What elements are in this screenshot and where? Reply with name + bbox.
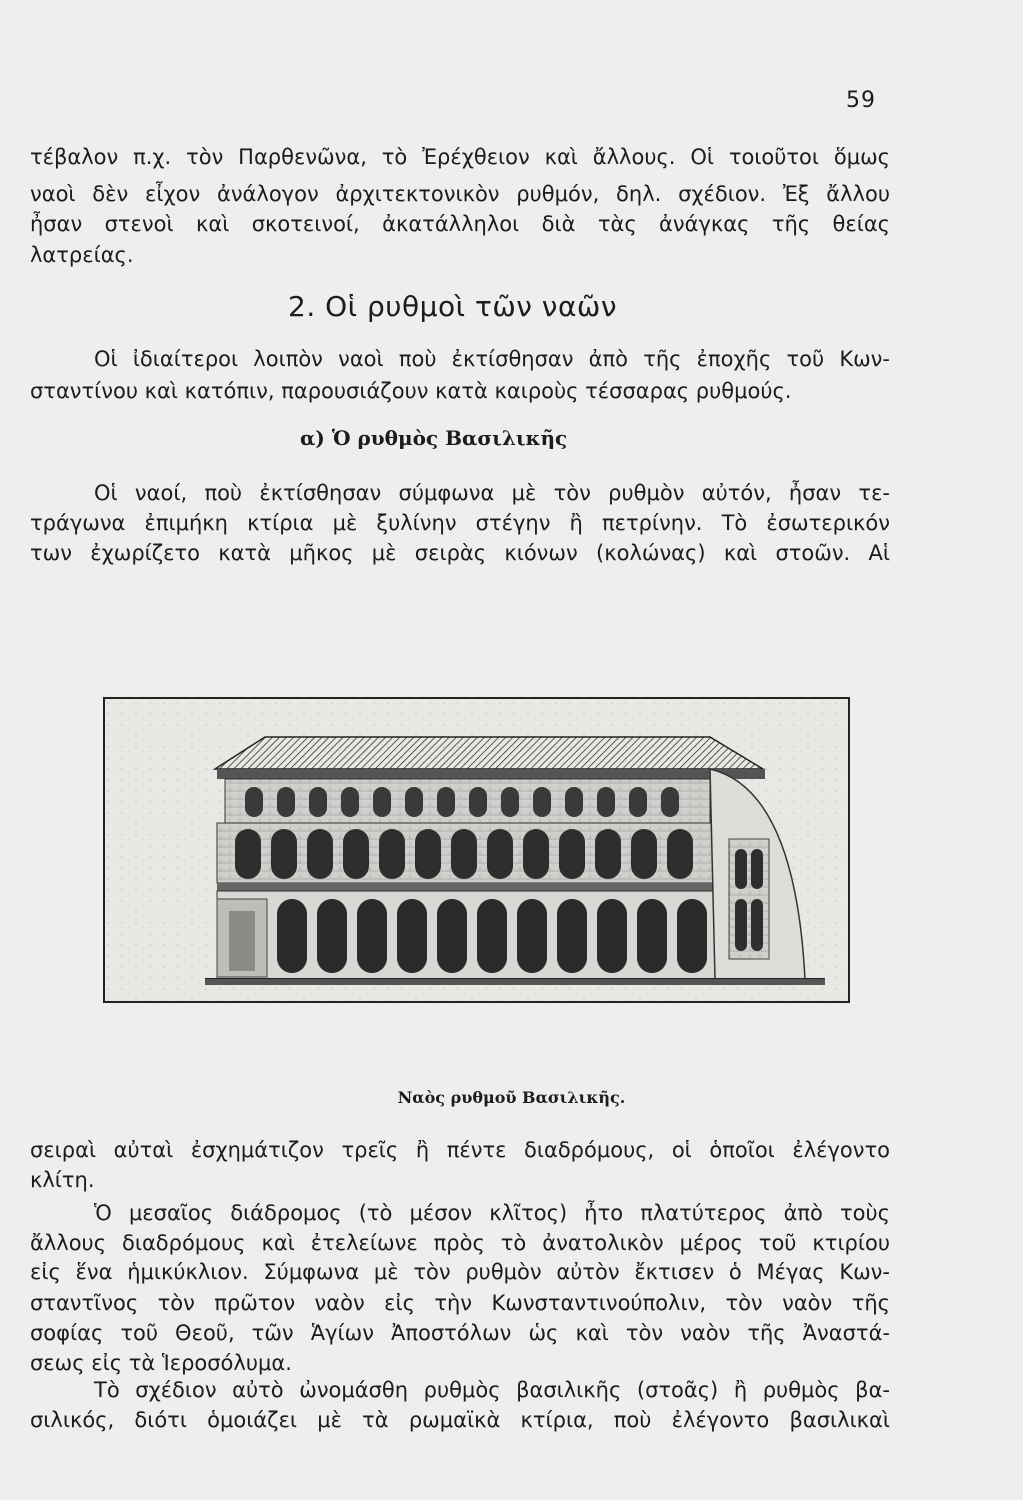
text-line: Οἱ ἰδιαίτεροι λοιπὸν ναοὶ ποὺ ἐκτίσθησαν ἀπὸ τῆς ἐποχῆς τοῦ Κων- [94, 347, 890, 371]
text-line: εἰς ἕνα ἡμικύκλιον. Σύμφωνα μὲ τὸν ρυθμὸν αὐτὸν ἔκτισεν ὁ Μέγας Κων- [30, 1260, 890, 1284]
text-line: σταντίνου καὶ κατόπιν, παρουσιάζουν κατὰ καιροὺς τέσσαρας ρυθμούς. [30, 379, 792, 403]
text-line: των ἐχωρίζετο κατὰ μῆκος μὲ σειρὰς κιόνων (κολώνας) καὶ στοῶν. Αἱ [30, 541, 890, 565]
text-line: σταντῖνος τὸν πρῶτον ναὸν εἰς τὴν Κωνσταντινούπολιν, τὸν ναὸν τῆς [30, 1291, 890, 1315]
subheading: α) Ὁ ρυθμὸς Βασιλικῆς [300, 426, 568, 450]
text-line: τέβαλον π.χ. τὸν Παρθενῶνα, τὸ Ἐρέχθειον καὶ ἄλλους. Οἱ τοιοῦτοι ὅμως [30, 145, 890, 169]
text-line: ἄλλους διαδρόμους καὶ ἐτελείωνε πρὸς τὸ ἀνατολικὸν μέρος τοῦ κτιρίου [30, 1231, 890, 1255]
text-line: Τὸ σχέδιον αὐτὸ ὠνομάσθη ρυθμὸς βασιλικῆς (στοᾶς) ἢ ρυθμὸς βα- [94, 1378, 890, 1402]
text-line: σεως εἰς τὰ Ἱεροσόλυμα. [30, 1351, 292, 1375]
text-line: τράγωνα ἐπιμήκη κτίρια μὲ ξυλίνην στέγην ἢ πετρίνην. Τὸ ἐσωτερικόν [30, 511, 890, 535]
text-line: κλίτη. [30, 1168, 95, 1192]
text-line: λατρείας. [30, 243, 134, 267]
text-line: ναοὶ δὲν εἶχον ἀνάλογον ἀρχιτεκτονικὸν ρυθμόν, δηλ. σχέδιον. Ἐξ ἄλλου [30, 182, 890, 206]
text-line: σειραὶ αὐταὶ ἐσχημάτιζον τρεῖς ἢ πέντε διαδρόμους, οἱ ὁποῖοι ἐλέγοντο [30, 1138, 890, 1162]
text-line: ἦσαν στενοὶ καὶ σκοτεινοί, ἀκατάλληλοι διὰ τὰς ἀνάγκας τῆς θείας [30, 212, 890, 236]
text-line: σοφίας τοῦ Θεοῦ, τῶν Ἁγίων Ἀποστόλων ὡς καὶ τὸν ναὸν τῆς Ἀναστά- [30, 1321, 890, 1345]
basilica-illustration [103, 697, 850, 1003]
page-number: 59 [846, 88, 876, 113]
section-heading: 2. Οἱ ρυθμοὶ τῶν ναῶν [288, 290, 617, 323]
text-line: Ὁ μεσαῖος διάδρομος (τὸ μέσον κλῖτος) ἦτο πλατύτερος ἀπὸ τοὺς [94, 1201, 890, 1225]
text-line: Οἱ ναοί, ποὺ ἐκτίσθησαν σύμφωνα μὲ τὸν ρυθμὸν αὐτόν, ἦσαν τε- [94, 481, 890, 505]
text-line: σιλικός, διότι ὁμοιάζει μὲ τὰ ρωμαϊκὰ κτίρια, ποὺ ἐλέγοντο βασιλικαὶ [30, 1408, 890, 1432]
figure-caption: Ναὸς ρυθμοῦ Βασιλικῆς. [397, 1088, 626, 1107]
